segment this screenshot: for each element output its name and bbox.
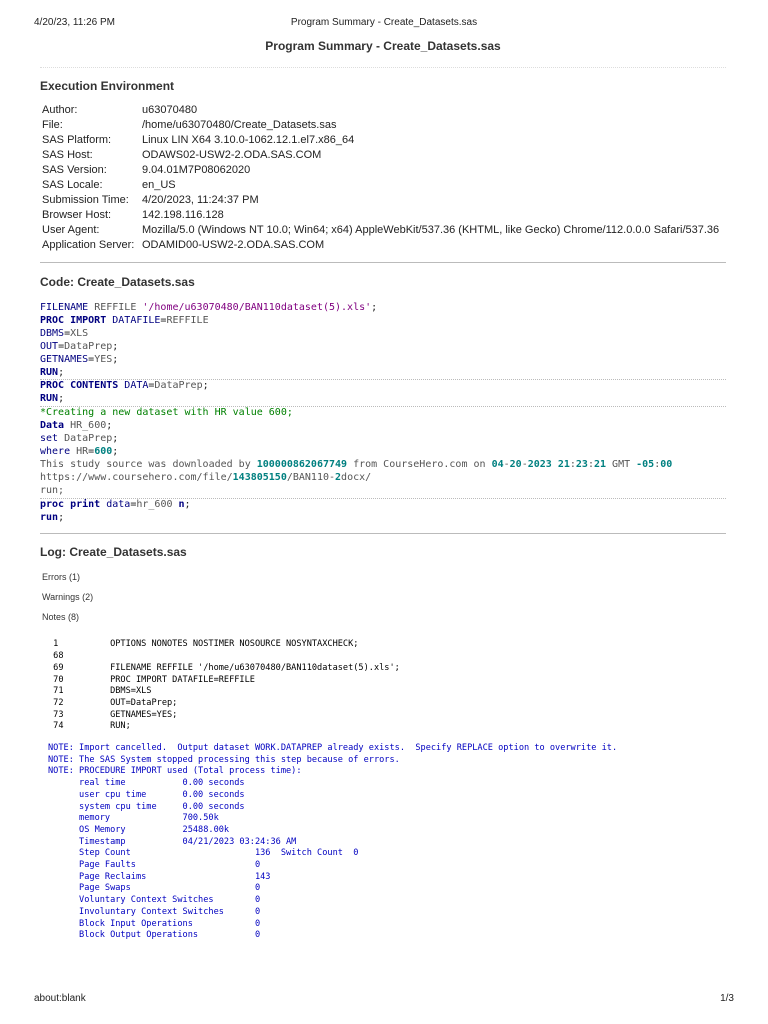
- log-source-line: 1 OPTIONS NONOTES NOSTIMER NOSOURCE NOSYNTAXCHECK;: [48, 639, 359, 650]
- log-source-line: 73 GETNAMES=YES;: [48, 709, 178, 720]
- log-source-lines: [48, 639, 726, 733]
- env-key: SAS Platform:: [42, 134, 112, 146]
- code-line: run;: [40, 511, 65, 523]
- env-row: [42, 178, 719, 193]
- print-footer: [34, 993, 734, 1007]
- print-url: about:blank: [34, 993, 86, 1004]
- log-note-line: NOTE: The SAS System stopped processing this step because of errors.: [48, 754, 400, 765]
- print-datetime: 4/20/23, 11:26 PM: [34, 17, 115, 28]
- code-line: https://www.coursehero.com/file/143805150/BAN110-2docx/: [40, 471, 372, 483]
- log-note-line: Page Reclaims 143: [48, 871, 271, 882]
- log-source-line: 72 OUT=DataPrep;: [48, 697, 178, 708]
- log-note-line: user cpu time 0.00 seconds: [48, 789, 245, 800]
- code-line: where HR=600;: [40, 445, 119, 457]
- env-row: [42, 208, 719, 223]
- env-row: [42, 118, 719, 133]
- log-note-line: real time 0.00 seconds: [48, 778, 245, 789]
- divider: [40, 67, 726, 68]
- env-row: [42, 193, 719, 208]
- code-line: This study source was downloaded by 100000862067749 from CourseHero.com on 04-20-2023 21:23:21 GMT -05:00: [40, 458, 673, 470]
- env-value: u63070480: [142, 104, 198, 116]
- code-line: *Creating a new dataset with HR value 600;: [40, 407, 293, 419]
- env-value: 9.04.01M7P08062020: [142, 164, 251, 176]
- log-notes: [48, 743, 726, 942]
- log-note-line: system cpu time 0.00 seconds: [48, 801, 245, 812]
- code-line: Data HR_600;: [40, 420, 113, 432]
- env-row: [42, 238, 719, 253]
- env-value: ODAWS02-USW2-2.ODA.SAS.COM: [142, 149, 322, 161]
- env-row: [42, 148, 719, 163]
- divider: [40, 262, 726, 263]
- log-heading: Log: Create_Datasets.sas: [40, 545, 187, 560]
- log-note-line: Timestamp 04/21/2023 03:24:36 AM: [48, 836, 297, 847]
- env-key: SAS Host:: [42, 149, 93, 161]
- env-key: File:: [42, 119, 63, 131]
- env-key: Author:: [42, 104, 78, 116]
- log-note-line: Involuntary Context Switches 0: [48, 906, 261, 917]
- code-line: OUT=DataPrep;: [40, 340, 119, 352]
- env-key: SAS Version:: [42, 164, 107, 176]
- log-note-line: Page Swaps 0: [48, 883, 261, 894]
- errors-link[interactable]: Errors (1): [42, 572, 80, 583]
- env-key: Application Server:: [42, 239, 135, 251]
- execution-environment-heading: Execution Environment: [40, 79, 175, 93]
- env-key: Submission Time:: [42, 194, 129, 206]
- env-row: [42, 133, 719, 148]
- code-line: PROC IMPORT DATAFILE=REFFILE: [40, 314, 209, 326]
- environment-table: [42, 103, 719, 253]
- env-value: ODAMID00-USW2-2.ODA.SAS.COM: [142, 239, 325, 251]
- log-source-line: 74 RUN;: [48, 721, 131, 732]
- log-note-line: NOTE: PROCEDURE IMPORT used (Total process time):: [48, 766, 302, 777]
- execution-environment-section: [40, 79, 726, 253]
- env-key: Browser Host:: [42, 209, 112, 221]
- env-value: 142.198.116.128: [142, 209, 224, 221]
- env-value: 4/20/2023, 11:24:37 PM: [142, 194, 259, 206]
- log-note-line: Voluntary Context Switches 0: [48, 895, 261, 906]
- page-number: 1/3: [720, 993, 734, 1004]
- code-block: [40, 302, 726, 524]
- warnings-link[interactable]: Warnings (2): [42, 592, 94, 603]
- log-note-line: Block Input Operations 0: [48, 918, 261, 929]
- log-source-line: 69 FILENAME REFFILE '/home/u63070480/BAN110dataset(5).xls';: [48, 662, 400, 673]
- env-key: User Agent:: [42, 224, 100, 236]
- print-header: [30, 17, 738, 31]
- log-note-line: NOTE: Import cancelled. Output dataset WORK.DATAPREP already exists. Specify REPLACE option to overwrite it.: [48, 743, 618, 754]
- env-row: [42, 223, 719, 238]
- notes-link[interactable]: Notes (8): [42, 612, 80, 623]
- code-heading: Code: Create_Datasets.sas: [40, 275, 195, 289]
- log-source-line: 68: [48, 651, 64, 662]
- env-value: Linux LIN X64 3.10.0-1062.12.1.el7.x86_64: [142, 134, 355, 146]
- code-line: proc print data=hr_600 n;: [40, 498, 191, 510]
- env-key: SAS Locale:: [42, 179, 103, 191]
- env-row: [42, 163, 719, 178]
- code-line: PROC CONTENTS DATA=DataPrep;: [40, 380, 209, 392]
- code-line: run;: [40, 485, 726, 499]
- code-line: FILENAME REFFILE '/home/u63070480/BAN110dataset(5).xls';: [40, 302, 384, 313]
- log-note-line: Block Output Operations 0: [48, 930, 261, 941]
- log-note-line: memory 700.50k: [48, 813, 219, 824]
- log-source-line: 70 PROC IMPORT DATAFILE=REFFILE: [48, 674, 255, 685]
- page-content: [40, 36, 726, 942]
- log-note-line: Step Count 136 Switch Count 0: [48, 848, 359, 859]
- env-value: en_US: [142, 179, 176, 191]
- code-line: GETNAMES=YES;: [40, 353, 119, 365]
- env-row: [42, 103, 719, 118]
- divider: [40, 533, 726, 534]
- log-source-line: 71 DBMS=XLS: [48, 686, 152, 697]
- code-line: RUN;: [40, 393, 726, 407]
- code-line: RUN;: [40, 367, 726, 381]
- code-line: set DataPrep;: [40, 433, 119, 445]
- env-value: Mozilla/5.0 (Windows NT 10.0; Win64; x64) AppleWebKit/537.36 (KHTML, like Gecko) Chrome/112.0.0.0 Safari/537.36: [142, 224, 720, 236]
- print-title: Program Summary - Create_Datasets.sas: [290, 17, 478, 28]
- code-section: [40, 275, 726, 524]
- page-title: Program Summary - Create_Datasets.sas: [265, 39, 501, 53]
- code-line: DBMS=XLS: [40, 327, 89, 339]
- log-note-line: Page Faults 0: [48, 860, 261, 871]
- env-value: /home/u63070480/Create_Datasets.sas: [142, 119, 337, 131]
- log-section: [40, 545, 726, 942]
- log-note-line: OS Memory 25488.00k: [48, 824, 230, 835]
